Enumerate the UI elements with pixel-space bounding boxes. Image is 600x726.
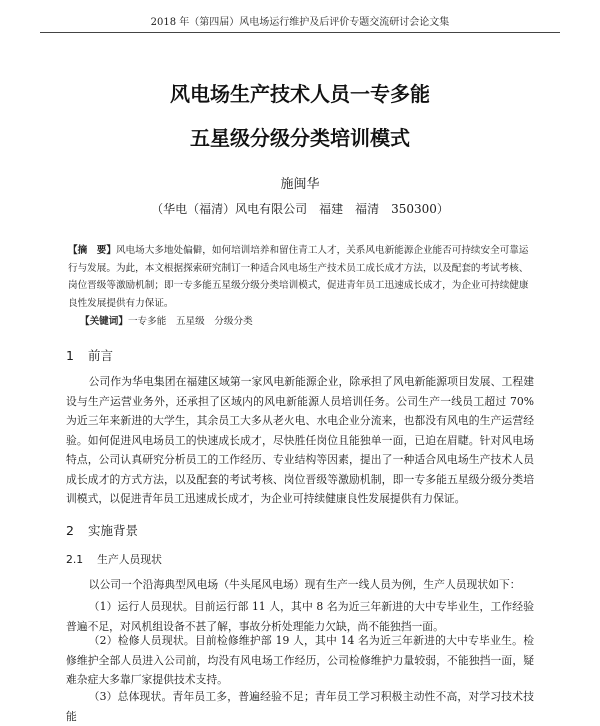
section-1-heading [66,346,113,364]
section-1-title: 前言 [87,348,113,363]
section-2-heading [66,521,138,539]
article-title-line-2: 五星级分级分类培训模式 [190,126,410,150]
article-title-line-1: 风电场生产技术人员一专多能 [170,82,430,106]
abstract [68,242,534,312]
section-2-number: 2 [66,523,74,538]
keywords-label: 【关键词】 [80,316,128,327]
keywords [80,314,534,330]
list-item: （3）总体现状。青年员工多，普遍经验不足；青年员工学习积极主动性不高，对学习技术技能 [66,690,534,723]
abstract-label: 【摘 要】 [68,245,116,256]
section-1-number: 1 [66,348,74,363]
section-2-1-number: 2.1 [66,553,84,566]
list-item: （1）运行人员现状。目前运行部 11 人，其中 8 名为近三年新进的大中专毕业生，工作经验普遍不足，对风机组设备不甚了解，事故分析处理能力欠缺，尚不能独挡一面。 [66,600,534,633]
keywords-text: 一专多能 五星级 分级分类 [127,316,253,327]
section-2-1-heading [66,552,162,567]
section-2-title: 实施背景 [87,523,138,538]
author-name: 施闽华 [280,177,320,192]
section-1-paragraph: 公司作为华电集团在福建区域第一家风电新能源企业，除承担了风电新能源项目发展、工程建设与生产运营业务外，还承担了区域内的风电新能源人员培训任务。公司生产一线员工超过 70%为近三年来新进的大学生，其余员工大多从老火电、水电企业分流来，也都没有风电的生产运营经验。如何促进风电场员工的快速成长成才，尽快胜任岗位且能独单一面，已迫在眉睫。针对风电场特点，公司认真研究分析员工的工作经历、专业结构等因素，提出了一种适合风电场生产技术人员成长成才的方式方法，以及配套的考试考核、岗位晋级等激励机制，即一专多能五星级分级分类培训模式，以促进青年员工迅速成长成才，为企业可持续健康良性发展提供有力保证。 [66,375,534,505]
section-2-1-title: 生产人员现状 [97,553,162,566]
section-2-1-intro: 以公司一个沿海典型风电场（牛头尾风电场）现有生产一线人员为例，生产人员现状如下： [88,578,521,591]
running-header: 2018 年（第四届）风电场运行维护及后评价专题交流研讨会论文集 [40,14,560,33]
abstract-text: 风电场大多地处偏僻，如何培训培养和留住青工人才，关系风电新能源企业能否可持续安全可靠运行与发展。为此，本文根据探索研究制订一种适合风电场生产技术员工成长成才方法，以及配套的考试考核、岗位晋级等激励机制；即一专多能五星级分级分类培训模式，促进青年员工迅速成长成才，为企业可持续健康良性发展提供有力保证。 [68,245,529,309]
author-affiliation: （华电（福清）风电有限公司 福建 福清 350300） [151,202,449,216]
list-item: （2）检修人员现状。目前检修维护部 19 人，其中 14 名为近三年新进的大中专毕业生。检修维护全部人员进入公司前，均没有风电场工作经历，公司检修维护力量较弱，不能独挡一面，疑难杂症大多靠厂家提供技术支持。 [66,634,534,686]
